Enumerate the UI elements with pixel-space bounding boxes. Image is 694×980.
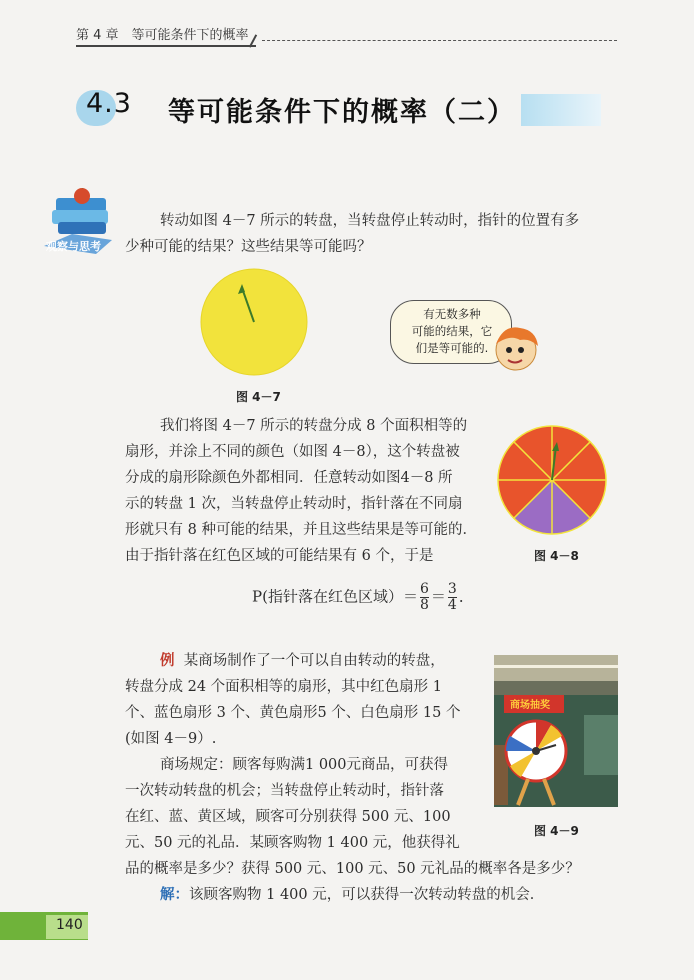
header-underline [76,45,256,47]
observe-think-icon [42,188,122,260]
para2-line-6: 由于指针落在红色区域的可能结果有 6 个，于是 [125,548,434,564]
speech-bubble-text: 有无数多种 可能的结果，它 们是等可能的. [411,307,493,355]
intro-line-1: 转动如图 4－7 所示的转盘，当转盘停止转动时，指针的位置有多 [160,213,580,229]
fig-4-8-caption: 图 4－8 [534,549,579,563]
student-character-icon [490,322,544,374]
para2-line-5: 形就只有 8 种可能的结果，并且这些结果是等可能的． [125,522,477,538]
para2-line-3: 分成的扇形除颜色外都相同．任意转动如图4－8 所 [125,470,453,486]
example-line-8: 元、50 元的礼品．某顾客购物 1 400 元，他获得礼 [125,835,460,851]
example-line-6: 一次转动转盘的机会；当转盘停止转动时，指针落 [125,783,444,799]
page-number: 140 [56,917,83,933]
example-line-2: 转盘分成 24 个面积相等的扇形，其中红色扇形 1 [125,679,443,695]
section-title: 等可能条件下的概率（二） [168,97,516,128]
lottery-sign-text: 商场抽奖 [510,700,550,711]
example-line-9: 品的概率是多少？获得 500 元、100 元、50 元礼品的概率各是多少？ [125,861,580,877]
para2-line-2: 扇形，并涂上不同的颜色（如图 4－8），这个转盘被 [125,444,460,460]
example-line-7: 在红、蓝、黄区域，顾客可分别获得 500 元、100 [125,809,451,825]
fig-4-7-caption: 图 4－7 [236,390,281,404]
think-badge-label: 观察与思考 [46,240,101,253]
intro-line-2: 少种可能的结果？这些结果等可能吗？ [125,239,372,255]
para2-line-1: 我们将图 4－7 所示的转盘分成 8 个面积相等的 [160,418,468,434]
section-number: 4.3 [86,88,132,119]
lottery-wheel-photo [494,655,618,807]
para2-line-4: 示的转盘 1 次，当转盘停止转动时，指针落在不同扇 [125,496,463,512]
example-label: 例 [160,653,175,669]
fig-4-9-caption: 图 4－9 [534,824,579,838]
example-line-3: 个、蓝色扇形 3 个、黄色扇形5 个、白色扇形 15 个 [125,705,461,721]
example-line-4: (如图 4－9）. [125,731,217,747]
spinner-fig-4-7 [198,266,310,378]
solution-line: 解：该顾客购物 1 400 元，可以获得一次转动转盘的机会． [160,887,545,903]
probability-formula: P(指针落在红色区域）＝ $\frac{6}{8}$ ＝ $\frac{3}{4}$ ． [252,581,474,613]
example-line-5: 商场规定：顾客每购满1 000元商品，可获得 [160,757,449,773]
spinner-fig-4-8 [496,424,608,536]
solution-label: 解： [160,887,189,903]
title-decoration-bar [521,94,601,126]
header-dashed-line [262,40,617,41]
chapter-header: 第 4 章 等可能条件下的概率 [76,28,249,43]
example-line-1: 例 某商场制作了一个可以自由转动的转盘， [160,653,445,669]
